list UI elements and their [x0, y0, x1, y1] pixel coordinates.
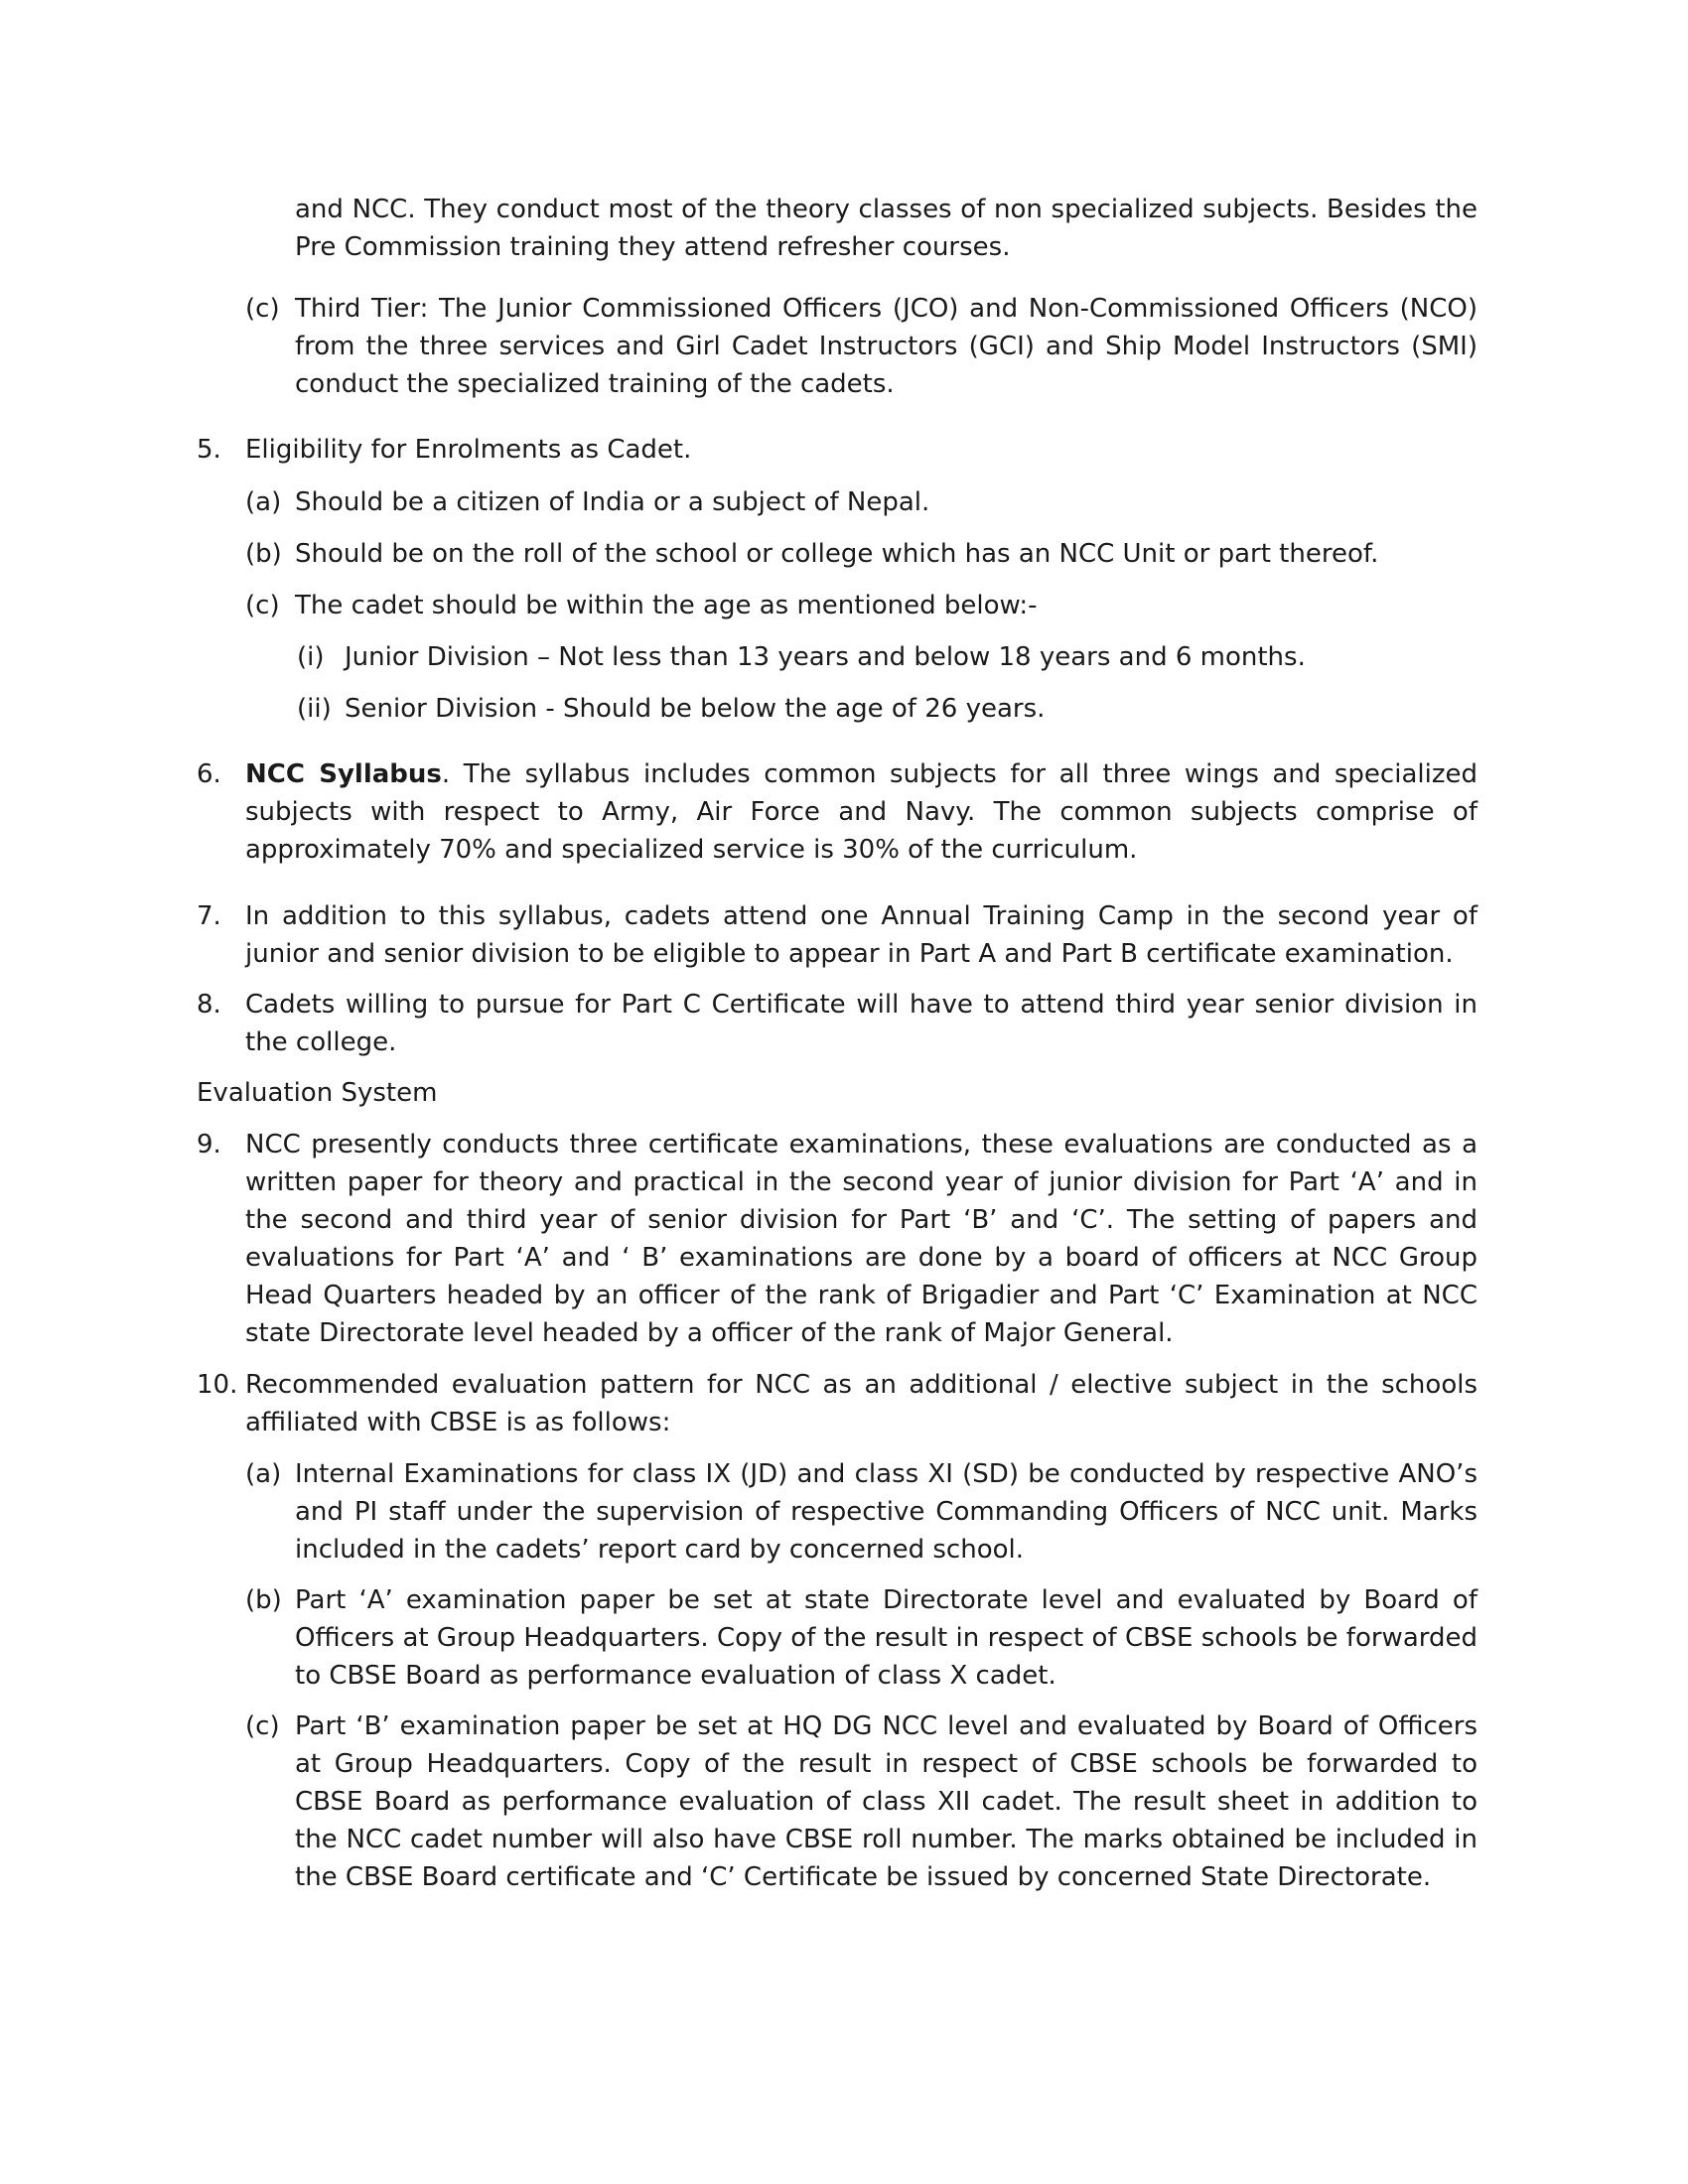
section-5-item-b: Should be on the roll of the school or college which has an NCC Unit or part thereof.	[295, 539, 1379, 569]
section-8-number: 8.	[197, 990, 221, 1020]
section-5-heading: Eligibility for Enrolments as Cadet.	[245, 435, 692, 465]
third-tier-marker: (c)	[245, 294, 280, 324]
section-5-subitem-i-marker: (i)	[297, 642, 325, 672]
section-6-heading: NCC Syllabus	[245, 759, 442, 789]
section-10-item-b: Part ‘A’ examination paper be set at state Directorate level and evaluated by Board of Officers at Group Headquarters. Copy of the result in respect of CBSE schools be forwarded to CBSE Board as performance evaluation of class X cadet.	[295, 1585, 1477, 1691]
section-8-paragraph: Cadets willing to pursue for Part C Certificate will have to attend third year senior division in the college.	[245, 990, 1477, 1057]
section-9-paragraph: NCC presently conducts three certificate examinations, these evaluations are conducted as a written paper for theory and practical in the second year of junior division for Part ‘A’ and in the second and third year of senior division for Part ‘B’ and ‘C’. The setting of papers and evaluations for Part ‘A’ and ‘ B’ examinations are done by a board of officers at NCC Group Head Quarters headed by an officer of the rank of Brigadier and Part ‘C’ Examination at NCC state Directorate level headed by a officer of the rank of Major General.	[245, 1130, 1477, 1348]
intro-continuation: and NCC. They conduct most of the theory classes of non specialized subjects. Besides the Pre Commission training they attend refresher courses.	[295, 195, 1477, 262]
third-tier-text: : The Junior Commissioned Officers (JCO) and Non-Commissioned Officers (NCO) from the three services and Girl Cadet Instructors (GCI) and Ship Model Instructors (SMI) conduct the specialized training of the cadets.	[295, 294, 1477, 399]
section-5-subitem-i: Junior Division – Not less than 13 years and below 18 years and 6 months.	[345, 642, 1306, 672]
section-10-item-a: Internal Examinations for class IX (JD) and class XI (SD) be conducted by respective ANO’s and PI staff under the supervision of respective Commanding Officers of NCC unit. Marks included in the cadets’ report card by concerned school.	[295, 1459, 1477, 1565]
third-tier-label: Third Tier	[295, 294, 420, 324]
section-5-subitem-ii-marker: (ii)	[297, 694, 332, 724]
section-5-item-b-marker: (b)	[245, 539, 282, 569]
section-5-subitem-ii: Senior Division - Should be below the age of 26 years.	[345, 694, 1046, 724]
section-5-item-c-marker: (c)	[245, 591, 280, 620]
section-10-item-c-marker: (c)	[245, 1711, 280, 1741]
section-9-number: 9.	[197, 1130, 221, 1160]
section-6-paragraph	[245, 755, 1477, 869]
section-6-number: 6.	[197, 759, 221, 789]
section-10-item-b-marker: (b)	[245, 1585, 282, 1615]
section-5-item-a: Should be a citizen of India or a subject of Nepal.	[295, 487, 930, 517]
section-10-number: 10.	[197, 1370, 238, 1400]
section-10-paragraph: Recommended evaluation pattern for NCC as an additional / elective subject in the schools affiliated with CBSE is as follows:	[245, 1370, 1477, 1437]
section-6-text: . The syllabus includes common subjects for all three wings and specialized subjects with respect to Army, Air Force and Navy. The common subjects comprise of approximately 70% and specialized service is 30% of the curriculum.	[245, 759, 1477, 865]
section-5-number: 5.	[197, 435, 221, 465]
section-5-item-c: The cadet should be within the age as mentioned below:-	[295, 591, 1038, 620]
evaluation-system-heading: Evaluation System	[197, 1078, 438, 1108]
section-10-item-c: Part ‘B’ examination paper be set at HQ DG NCC level and evaluated by Board of Officers at Group Headquarters. Copy of the result in respect of CBSE schools be forwarded to CBSE Board as performance evaluation of class XII cadet. The result sheet in addition to the NCC cadet number will also have CBSE roll number. The marks obtained be included in the CBSE Board certificate and ‘C’ Certificate be issued by concerned State Directorate.	[295, 1711, 1477, 1892]
section-10-item-a-marker: (a)	[245, 1459, 282, 1489]
third-tier-paragraph	[295, 290, 1477, 403]
section-7-number: 7.	[197, 901, 221, 931]
section-5-item-a-marker: (a)	[245, 487, 282, 517]
section-7-paragraph: In addition to this syllabus, cadets attend one Annual Training Camp in the second year of junior and senior division to be eligible to appear in Part A and Part B certificate examination.	[245, 901, 1477, 969]
